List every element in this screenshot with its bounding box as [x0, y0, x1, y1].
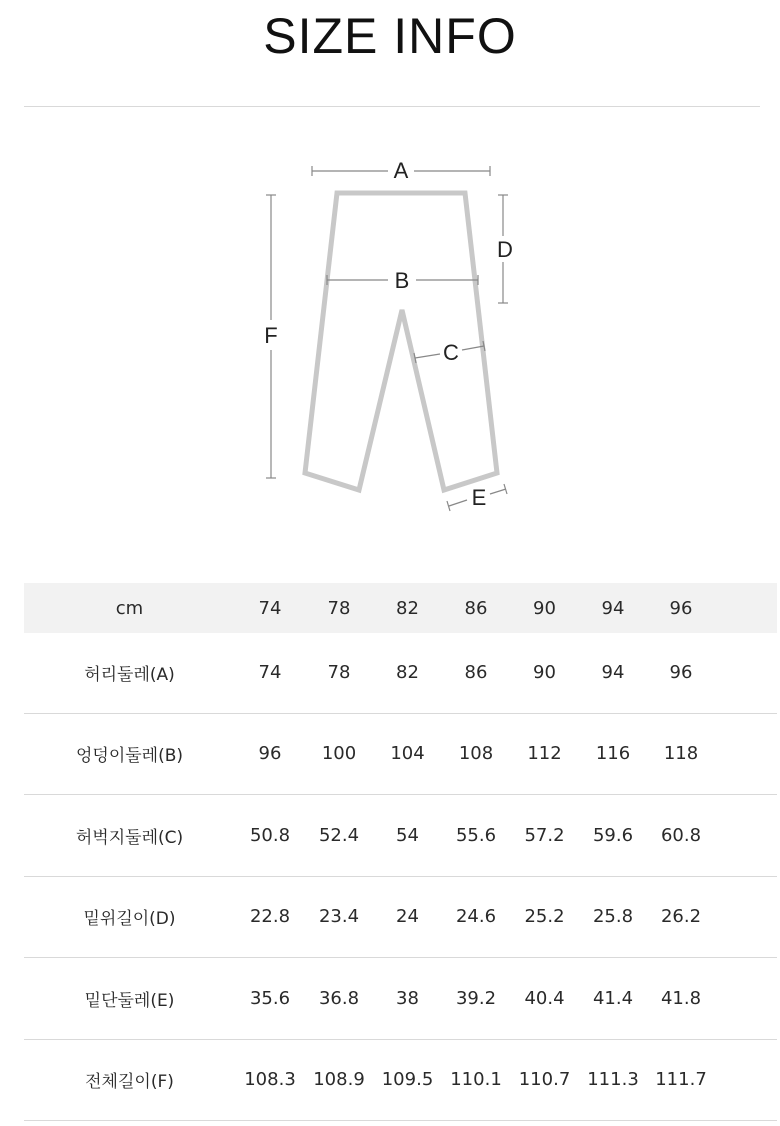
table-cell: 57.2	[524, 824, 565, 846]
table-cell: 110.1	[450, 1069, 502, 1091]
table-cell: 41.4	[592, 987, 634, 1009]
label-c: C	[443, 340, 459, 365]
table-cell: 112	[527, 743, 562, 765]
table-cell: 108	[458, 743, 494, 765]
table-cell: 60.8	[660, 824, 702, 846]
table-cell: 90	[533, 662, 556, 684]
table-cell: 100	[321, 743, 357, 765]
table-cell: 86	[464, 662, 488, 684]
spacer-cell	[715, 583, 777, 633]
table-cell: 108.3	[244, 1069, 296, 1091]
table-cell: 23.4	[318, 906, 360, 928]
table-cell: 35.6	[249, 987, 291, 1009]
table-cell: 22.8	[249, 906, 291, 928]
table-cell: 116	[595, 743, 631, 765]
size-header: 74	[258, 597, 282, 619]
spacer-cell	[715, 633, 777, 713]
table-cell: 74	[258, 662, 282, 684]
size-header: 90	[533, 597, 556, 619]
table-cell: 25.8	[592, 906, 634, 928]
table-cell: 25.2	[524, 906, 565, 928]
size-header: 96	[669, 597, 693, 619]
table-cell: 26.2	[660, 906, 702, 928]
row-label: 밑단둘레(E)	[84, 990, 175, 1011]
spacer-cell	[715, 1039, 777, 1121]
table-cell: 78	[327, 662, 351, 684]
table-cell: 54	[396, 824, 419, 846]
table-cell: 40.4	[524, 987, 565, 1009]
pants-outline	[305, 193, 497, 490]
size-header: 94	[601, 597, 625, 619]
table-cell: 96	[258, 743, 282, 765]
size-header: 78	[327, 597, 351, 619]
table-cell: 55.6	[455, 824, 497, 846]
table-cell: 82	[396, 662, 419, 684]
table-row	[24, 633, 777, 713]
table-cell: 24	[396, 906, 419, 928]
spacer-cell	[715, 876, 777, 958]
table-cell: 38	[396, 987, 419, 1009]
table-cell: 104	[390, 743, 425, 765]
row-label: 밑위길이(D)	[83, 909, 176, 930]
table-cell: 36.8	[318, 987, 360, 1009]
table-cell: 41.8	[660, 987, 702, 1009]
table-cell: 118	[663, 743, 699, 765]
table-cell: 94	[601, 662, 625, 684]
table-cell: 111.3	[587, 1069, 639, 1091]
size-header-row	[24, 583, 777, 633]
table-row	[24, 795, 777, 877]
spacer-cell	[715, 795, 777, 877]
table-cell: 109.5	[381, 1069, 434, 1091]
table-row	[24, 958, 777, 1040]
pants-measurement-diagram	[0, 140, 780, 520]
table-cell: 39.2	[455, 987, 497, 1009]
label-f: F	[264, 323, 278, 348]
table-cell: 110.7	[518, 1069, 571, 1091]
size-table	[24, 583, 777, 1121]
label-e: E	[471, 485, 487, 510]
row-label: 허리둘레(A)	[84, 665, 175, 686]
title-divider	[24, 106, 760, 107]
size-header: 86	[464, 597, 488, 619]
label-d: D	[497, 237, 513, 262]
row-label: 엉덩이둘레(B)	[75, 746, 184, 767]
table-cell: 108.9	[313, 1069, 365, 1091]
spacer-cell	[715, 958, 777, 1040]
table-cell: 50.8	[249, 824, 291, 846]
label-a: A	[393, 158, 409, 183]
table-row	[24, 876, 777, 958]
table-cell: 59.6	[592, 824, 634, 846]
size-header: 82	[396, 597, 419, 619]
page-title: SIZE INFO	[263, 8, 517, 64]
table-cell: 96	[669, 662, 693, 684]
label-b: B	[394, 268, 410, 293]
unit-header: cm	[115, 597, 144, 619]
table-row	[24, 713, 777, 795]
spacer-cell	[715, 713, 777, 795]
table-cell: 111.7	[655, 1069, 707, 1091]
table-row	[24, 1039, 777, 1121]
row-label: 전체길이(F)	[85, 1072, 174, 1093]
row-label: 허벅지둘레(C)	[75, 827, 184, 848]
table-cell: 52.4	[318, 824, 360, 846]
table-cell: 24.6	[455, 906, 497, 928]
